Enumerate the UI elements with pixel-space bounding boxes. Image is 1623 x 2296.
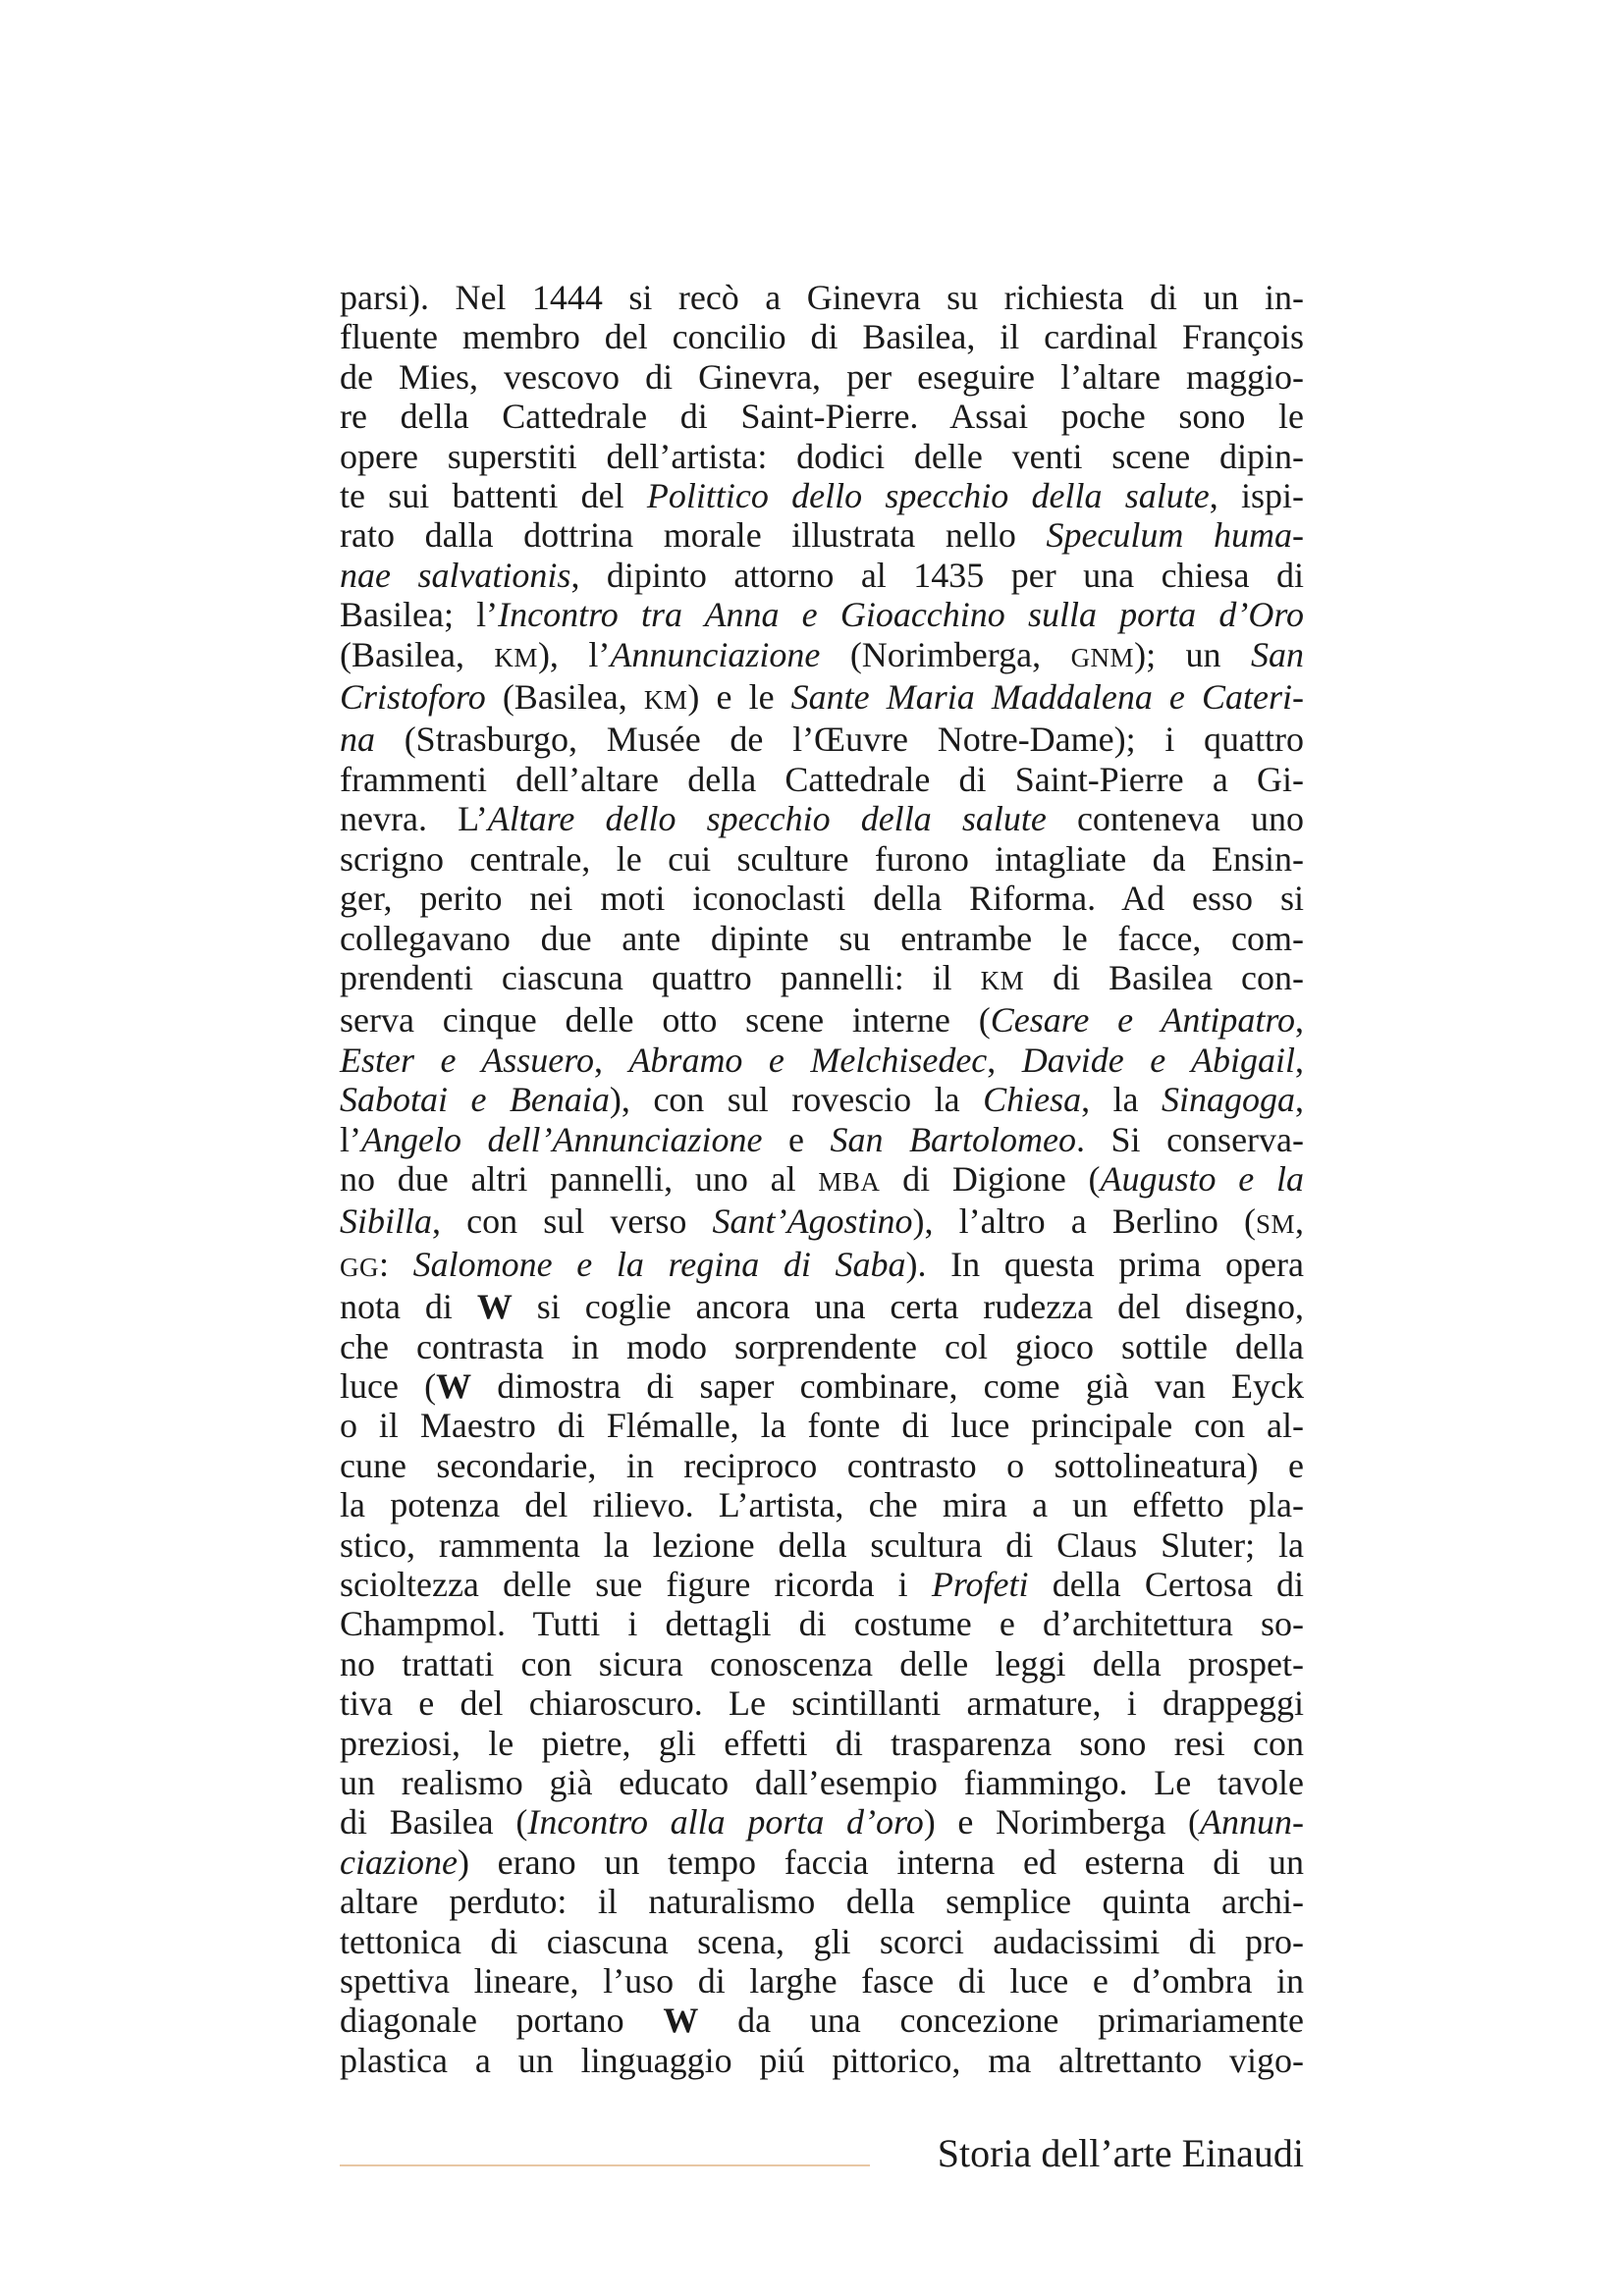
text-run: scrigno centrale, le cui sculture furono intagliate da Ensin- <box>340 838 1304 879</box>
text-run: , la <box>1081 1080 1162 1120</box>
text-run: cune secondarie, in reciproco contrasto o sottolineatura) e <box>340 1445 1304 1485</box>
text-line <box>340 1159 1304 1201</box>
text-run: (Strasburgo, Musée de l’Œuvre Notre-Dame); i quattro <box>375 720 1304 760</box>
text-run: , con sul verso <box>432 1201 713 1242</box>
italic-run: Chiesa <box>983 1080 1082 1120</box>
italic-run: Ester e Assuero <box>340 1040 594 1080</box>
bold-run: W <box>663 2001 699 2041</box>
text-line <box>340 1683 1304 1723</box>
text-line <box>340 635 1304 677</box>
text-run: scioltezza delle sue figure ricorda i <box>340 1565 932 1604</box>
text-run: nota di <box>340 1287 477 1327</box>
italic-run: San <box>1251 634 1304 674</box>
text-run: della Certosa di <box>1028 1565 1304 1604</box>
text-run: o il Maestro di Flémalle, la fonte di luce principale con al- <box>340 1406 1304 1446</box>
text-run: di Digione ( <box>880 1158 1101 1199</box>
text-line <box>340 1446 1304 1485</box>
text-run: frammenti dell’altare della Cattedrale di Saint-Pierre a Gi- <box>340 759 1304 799</box>
text-run: Champmol. Tutti i dettagli di costume e d’architettura so- <box>340 1604 1304 1644</box>
text-run: (Basilea, <box>485 677 644 718</box>
text-line <box>340 677 1304 720</box>
text-run: serva cinque delle otto scene interne ( <box>340 1000 991 1041</box>
text-run: ). In questa prima opera <box>905 1244 1304 1284</box>
text-line <box>340 1287 1304 1326</box>
italic-run: Augusto e la <box>1100 1158 1304 1199</box>
text-line <box>340 1366 1304 1406</box>
text-line <box>340 397 1304 436</box>
text-line <box>340 799 1304 838</box>
text-run: , dipinto attorno al 1435 per una chiesa di <box>570 555 1304 595</box>
text-run: no due altri pannelli, uno al <box>340 1158 819 1199</box>
italic-run: Salomone e la regina di Saba <box>412 1244 906 1284</box>
text-run: e <box>762 1119 831 1159</box>
text-run: da una concezione primariamente <box>698 2001 1304 2041</box>
text-run: , <box>1295 1000 1304 1041</box>
text-run: ) e Norimberga ( <box>923 1802 1201 1842</box>
text-line <box>340 278 1304 317</box>
text-run: , ispi- <box>1209 476 1304 516</box>
text-run: conteneva uno <box>1046 799 1304 839</box>
italic-run: Sabotai e Benaia <box>340 1080 610 1120</box>
text-line <box>340 595 1304 634</box>
text-run: di Basilea con- <box>1024 957 1304 997</box>
text-line <box>340 2041 1304 2080</box>
text-run: , <box>1295 1201 1304 1242</box>
text-run: opere superstiti dell’artista: dodici delle venti scene dipin- <box>340 436 1304 476</box>
italic-run: Angelo dell’Annunciazione <box>361 1119 763 1159</box>
italic-run: Speculum huma- <box>1046 515 1304 556</box>
text-run: l’ <box>340 1119 361 1159</box>
abbreviation-run: KM <box>643 685 688 716</box>
italic-run: Incontro alla porta d’oro <box>527 1802 924 1842</box>
italic-run: Polittico dello specchio della salute <box>646 476 1210 516</box>
text-run: diagonale portano <box>340 2001 664 2041</box>
text-run: ) erano un tempo faccia interna ed esterna di un <box>457 1842 1304 1882</box>
text-line <box>340 760 1304 799</box>
text-run: , <box>1295 1040 1305 1080</box>
text-run: preziosi, le pietre, gli effetti di trasparenza sono resi con <box>340 1723 1304 1763</box>
text-line <box>340 958 1304 1000</box>
text-line <box>340 1922 1304 1961</box>
text-line <box>340 1000 1304 1040</box>
text-run: te sui battenti del <box>340 476 647 516</box>
text-run: no trattati con sicura conoscenza delle leggi della prospet- <box>340 1643 1304 1683</box>
text-run: un realismo già educato dall’esempio fiammingo. Le tavole <box>340 1763 1304 1803</box>
abbreviation-run: KM <box>494 642 538 672</box>
text-line <box>340 357 1304 397</box>
abbreviation-run: SM <box>1255 1209 1295 1240</box>
text-line <box>340 515 1304 555</box>
footer-title: Storia dell’arte Einaudi <box>937 2131 1304 2175</box>
text-line <box>340 1201 1304 1244</box>
text-run: (Basilea, <box>340 634 495 674</box>
text-run: altare perduto: il naturalismo della semplice quinta archi- <box>340 1882 1304 1922</box>
italic-run: Cesare e Antipatro <box>990 1000 1295 1041</box>
text-line <box>340 1041 1304 1080</box>
text-line <box>340 1327 1304 1366</box>
italic-run: na <box>340 720 375 760</box>
text-line <box>340 720 1304 759</box>
text-run: la potenza del rilievo. L’artista, che mira a un effetto pla- <box>340 1485 1304 1525</box>
text-line <box>340 919 1304 958</box>
italic-run: nae salvationis <box>340 555 571 595</box>
text-line <box>340 1120 1304 1159</box>
text-run: fluente membro del concilio di Basilea, il cardinal François <box>340 317 1304 357</box>
text-run: che contrasta in modo sorprendente col gioco sottile della <box>340 1326 1304 1366</box>
text-run: spettiva lineare, l’uso di larghe fasce di luce e d’ombra in <box>340 1961 1304 2002</box>
text-line <box>340 317 1304 356</box>
italic-run: San Bartolomeo <box>830 1119 1076 1159</box>
text-run: . Si conserva- <box>1076 1119 1305 1159</box>
text-line <box>340 879 1304 918</box>
italic-run: Sante Maria Maddalena e Cateri- <box>790 677 1305 718</box>
text-run: , <box>987 1040 1022 1080</box>
text-run: ) e le <box>687 677 791 718</box>
text-line <box>340 1080 1304 1119</box>
italic-run: Cristoforo <box>340 677 486 718</box>
text-run: re della Cattedrale di Saint-Pierre. Assai poche sono le <box>340 397 1304 437</box>
text-line <box>340 437 1304 476</box>
text-line <box>340 1565 1304 1604</box>
text-run: prendenti ciascuna quattro pannelli: il <box>340 957 981 997</box>
bold-run: W <box>436 1365 472 1406</box>
body-text <box>340 278 1304 2080</box>
text-run: collegavano due ante dipinte su entrambe le facce, com- <box>340 918 1304 958</box>
text-run: di Basilea ( <box>340 1802 528 1842</box>
text-line <box>340 1525 1304 1565</box>
text-line <box>340 1724 1304 1763</box>
text-run: ), con sul rovescio la <box>609 1080 984 1120</box>
text-line <box>340 1485 1304 1524</box>
text-run: ); un <box>1134 634 1251 674</box>
text-line <box>340 2001 1304 2040</box>
text-run: , <box>1295 1080 1305 1120</box>
italic-run: Incontro tra Anna e Gioacchino sulla porta d’Oro <box>498 595 1305 635</box>
text-line <box>340 839 1304 879</box>
abbreviation-run: KM <box>980 965 1025 995</box>
text-line <box>340 1644 1304 1683</box>
italic-run: Sant’Agostino <box>712 1201 913 1242</box>
text-run: ger, perito nei moti iconoclasti della Riforma. Ad esso si <box>340 879 1304 919</box>
italic-run: Annunciazione <box>610 634 821 674</box>
text-line <box>340 1406 1304 1445</box>
abbreviation-run: MBA <box>818 1166 881 1197</box>
italic-run: Sinagoga <box>1162 1080 1296 1120</box>
text-line <box>340 1763 1304 1802</box>
text-run: tettonica di ciascuna scena, gli scorci audacissimi di pro- <box>340 1921 1304 1961</box>
text-line <box>340 1961 1304 2001</box>
italic-run: Abramo e Melchisedec <box>628 1040 988 1080</box>
text-line <box>340 1882 1304 1921</box>
abbreviation-run: GG <box>340 1252 379 1282</box>
text-run: : <box>379 1244 413 1284</box>
text-run: parsi). Nel 1444 si recò a Ginevra su richiesta di un in- <box>340 278 1304 317</box>
text-run: de Mies, vescovo di Ginevra, per eseguire l’altare maggio- <box>340 356 1304 397</box>
italic-run: Annun- <box>1200 1802 1304 1842</box>
text-run: ), l’altro a Berlino ( <box>912 1201 1256 1242</box>
footer-rule <box>340 2164 870 2166</box>
text-run: Basilea; l’ <box>340 595 499 635</box>
text-run: tiva e del chiaroscuro. Le scintillanti armature, i drappeggi <box>340 1683 1304 1724</box>
text-run: rato dalla dottrina morale illustrata nello <box>340 515 1047 556</box>
text-line <box>340 1842 1304 1882</box>
italic-run: Davide e Abigail <box>1021 1040 1296 1080</box>
italic-run: Profeti <box>931 1565 1029 1604</box>
italic-run: ciazione <box>340 1842 458 1882</box>
text-line <box>340 556 1304 595</box>
text-run: ), l’ <box>537 634 611 674</box>
text-line <box>340 476 1304 515</box>
italic-run: Altare dello specchio della salute <box>487 799 1047 839</box>
text-line <box>340 1245 1304 1287</box>
text-run: , <box>593 1040 629 1080</box>
text-run: luce ( <box>340 1365 437 1406</box>
italic-run: Sibilla <box>340 1201 433 1242</box>
text-run: si coglie ancora una certa rudezza del disegno, <box>512 1287 1304 1327</box>
text-run: stico, rammenta la lezione della scultura di Claus Sluter; la <box>340 1524 1304 1565</box>
abbreviation-run: GNM <box>1070 642 1135 672</box>
text-run: plastica a un linguaggio piú pittorico, ma altrettanto vigo- <box>340 2040 1304 2080</box>
text-line <box>340 1604 1304 1643</box>
text-run: dimostra di saper combinare, come già van Eyck <box>471 1365 1304 1406</box>
text-run: (Norimberga, <box>820 634 1071 674</box>
text-run: nevra. L’ <box>340 799 488 839</box>
text-line <box>340 1802 1304 1842</box>
bold-run: W <box>476 1287 513 1327</box>
